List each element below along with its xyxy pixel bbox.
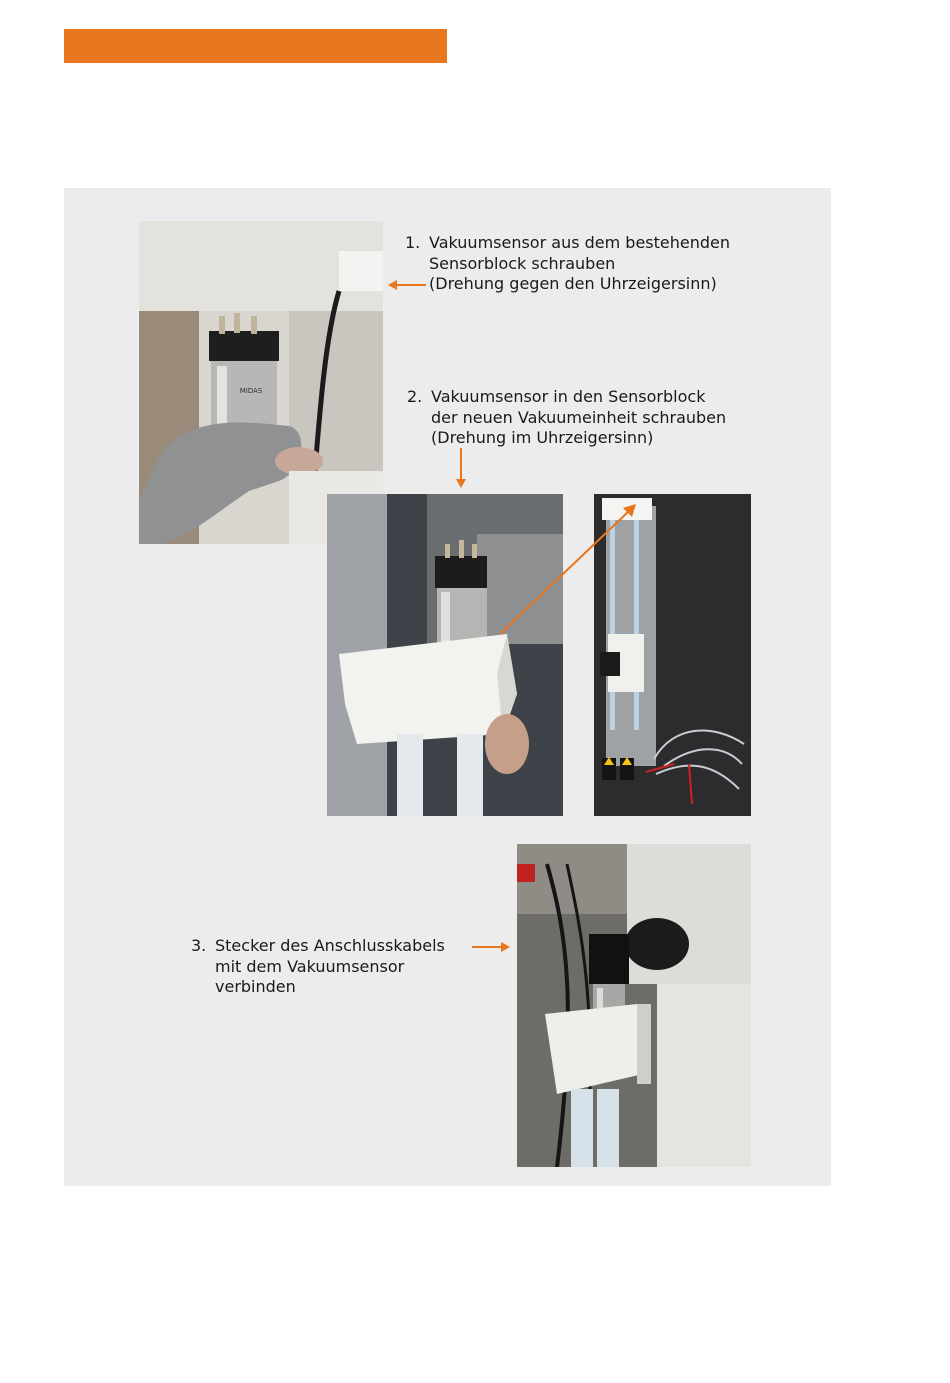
header-accent-bar [64, 29, 447, 63]
step-line: (Drehung gegen den Uhrzeigersinn) [429, 274, 717, 293]
step-2-text [407, 387, 726, 449]
step-number: 3. [191, 936, 207, 955]
arrow-down-icon [454, 448, 468, 488]
step-1-text [405, 233, 730, 295]
step-line: Vakuumsensor aus dem bestehenden [429, 233, 731, 252]
step-line: verbinden [215, 977, 296, 996]
step-line: Stecker des Anschlusskabels [215, 936, 445, 955]
arrow-diagonal-icon [496, 500, 640, 638]
step-line: Sensorblock schrauben [429, 253, 616, 273]
arrow-left-icon [388, 278, 428, 292]
step-line: mit dem Vakuumsensor [215, 956, 405, 976]
step-line: (Drehung im Uhrzeigersinn) [431, 428, 654, 447]
cable-connected-photo [517, 844, 751, 1167]
sensor-brand-label: MIDAS [239, 387, 263, 395]
arrow-right-icon [470, 940, 510, 954]
step-3-text [191, 936, 445, 998]
step-line: der neuen Vakuumeinheit schrauben [431, 407, 727, 427]
step-number: 1. [405, 233, 421, 252]
step-number: 2. [407, 387, 423, 406]
step-line: Vakuumsensor in den Sensorblock [431, 387, 706, 406]
